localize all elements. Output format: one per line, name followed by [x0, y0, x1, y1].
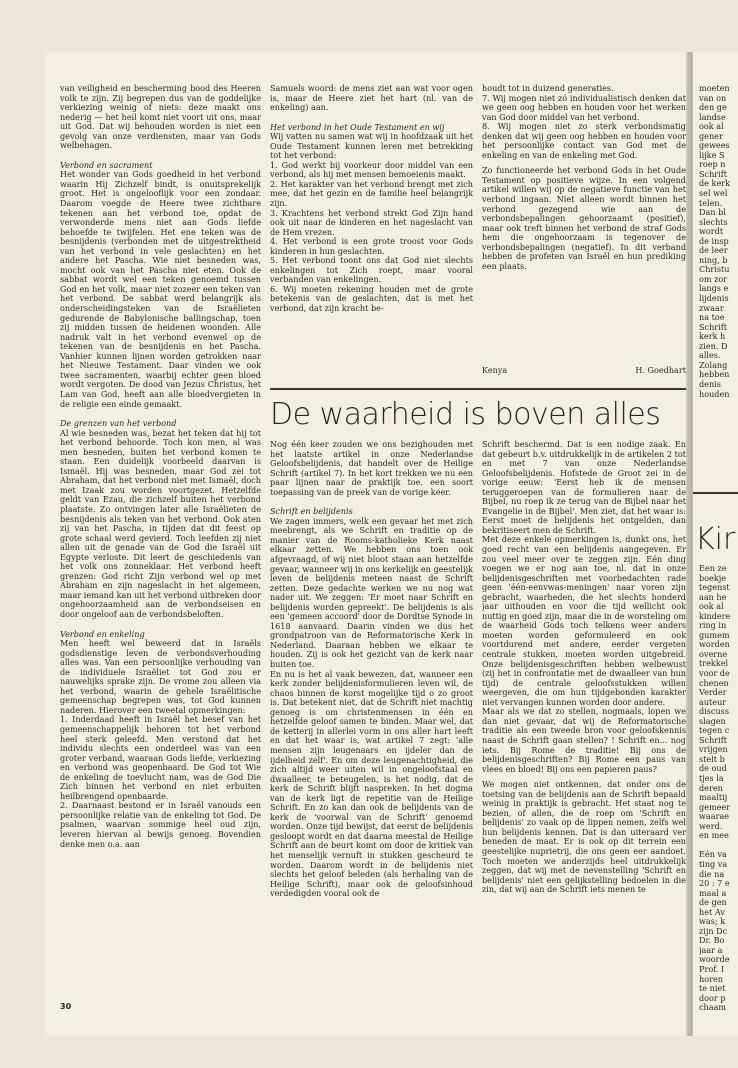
- next-page-line: Christu: [699, 264, 730, 275]
- next-page-line: gemeer: [699, 801, 731, 812]
- magazine-page: [46, 52, 690, 1036]
- next-page-line: landse: [699, 111, 726, 122]
- column-2: [270, 84, 473, 370]
- next-page-line: gumem: [699, 629, 730, 640]
- dateline-place: Kenya: [482, 365, 508, 375]
- next-page-line: aan he: [699, 591, 727, 602]
- next-page-line: van on: [699, 92, 727, 103]
- next-page-line: trekkel: [699, 658, 729, 669]
- article2-column-1: [270, 440, 473, 1022]
- next-page-line: slechts: [699, 216, 728, 227]
- next-page-line: overne: [699, 648, 728, 659]
- next-page-line: Verder: [699, 687, 727, 698]
- next-page-line: de insp: [699, 235, 729, 246]
- next-page-line: na toe: [699, 312, 725, 323]
- section-heading: Verbond en enkeling: [60, 628, 145, 639]
- next-page-line: sel wel: [699, 188, 728, 199]
- next-page-line: gener: [699, 130, 723, 141]
- list-item: 6. Wij moeten rekening houden met de grote betekenis van de geslachten, dat is met het verbond, dat zijn kracht be-: [270, 283, 473, 314]
- list-item: 3. Krachtens het verbond strekt God Zijn hand ook uit naar de kinderen en het nageslacht van de Hem vrezen.: [270, 207, 473, 237]
- next-page-line: Dan bl: [699, 207, 726, 218]
- next-page-line: zijn Dc: [699, 925, 728, 936]
- next-page-line: tegen c: [699, 725, 730, 736]
- next-page-line: de kerk: [699, 178, 731, 189]
- next-page-line: den ge: [699, 102, 727, 113]
- next-page-line: de leer: [699, 245, 728, 256]
- article-signoff: [482, 365, 686, 375]
- next-page-line: moeten: [699, 84, 730, 93]
- next-page-line: langs e: [699, 283, 729, 294]
- next-page-line: de gen: [699, 897, 727, 908]
- section-divider: [270, 388, 686, 390]
- next-page-line: jaar a: [699, 944, 723, 955]
- paragraph: Zo functioneerde het verbond Gods in het Oude Testament op positieve wijze. In een volgend artikel willen wij op de negatieve functie van het verbond ingaan. Niet alleen wordt binnen het verbond gezegend wie aan de verbondsbepalingen gehoorzaamt (positief), maar ook treft binnen het verbond de straf Gods hem die ongehoorzaam is tegenover de verbondsbepalingen (negatief). In dit verband hebben de profeten van Israël en hun prediking een plaats.: [482, 165, 686, 271]
- next-page-line: Schrift: [699, 321, 727, 332]
- next-page-line: wordt: [699, 226, 724, 237]
- next-page-line: zien. D: [699, 340, 728, 351]
- next-page-line: Zolang: [699, 359, 728, 370]
- next-page-line: lijdenis: [699, 293, 729, 304]
- paragraph: Wij vatten nu samen wat wij in hoofdzaak uit het Oude Testament kunnen leren met betrekking tot het verbond:: [270, 131, 473, 161]
- section-heading: De grenzen van het verbond: [60, 418, 177, 429]
- next-page-line: telen.: [699, 197, 723, 208]
- page-number: 30: [60, 1002, 72, 1011]
- column-1: [60, 84, 261, 1022]
- next-page-line: te niet: [699, 983, 726, 994]
- list-item: 2. Het karakter van het verbond brengt met zich mee, dat het gezin en de familie heel belangrijk zijn.: [270, 178, 473, 209]
- next-page-line: Schrift: [699, 168, 727, 179]
- article-intro: Nog één keer zouden we ons bezighouden met het laatste artikel in onze Nederlandse Geloofsbelijdenis, dat handelt over de Heilige Schrift (artikel 7). In het kort trekken we nu een paar lijnen naar de praktijk toe, een soort toepassing van de preek van de vorige keer.: [270, 440, 473, 497]
- author-name: H. Goedhart: [635, 365, 686, 375]
- next-page-line: chaam: [699, 1002, 727, 1013]
- next-page-line: Eén va: [699, 849, 727, 860]
- column-3: [482, 84, 686, 384]
- next-page-line: Prof. I: [699, 963, 725, 974]
- next-page-line: denis: [699, 378, 721, 389]
- next-page-line: tegenst: [699, 582, 730, 593]
- paragraph: 2. Daarnaast bestond er in Israël vanouds een persoonlijke relatie van de enkeling tot God. De psalmen, waarvan sommige heel oud zijn, leveren hiervan al bewijs genoeg. Bovendien denke men o.a. aan: [60, 800, 261, 849]
- next-page-divider: [693, 492, 738, 494]
- next-page-line: ting va: [699, 858, 728, 869]
- article-headline: De waarheid is boven alles: [270, 397, 661, 432]
- next-page-line: woorde: [699, 954, 730, 965]
- list-item: 1. God werkt bij voorkeur door middel van een verbond, als hij met mensen bemoeienis maakt.: [270, 159, 473, 180]
- next-page-line: worden: [699, 639, 730, 650]
- paragraph: van veiligheid en bescherming bood des Heeren volk te zijn. Zij begrepen dus van de goddelijke verkiezing weinig of niets: deze maakt ons nederig — het heil komt niet voort uit ons, maar uit God. Dat wij behouden worden is niet een gevolg van onze verdiensten, maar van Gods welbehagen.: [60, 84, 261, 151]
- paragraph: houdt tot in duizend generaties.: [482, 84, 614, 93]
- next-page-line: roep n: [699, 159, 726, 170]
- next-page-line: en mee: [699, 830, 729, 841]
- next-page-line: gewees: [699, 140, 730, 151]
- next-page-line: Schrift: [699, 734, 727, 745]
- paragraph: Het wonder van Gods goedheid in het verbond waarin Hij Zichzelf bindt, is onuitsprekelijk groot. Het is ongelooflijk voor een zondaar. Daarom voegde de Heere twee zichtbare tekenen aan het verbond toe, opdat de verwonderde mens niet aan Gods liefde behoefde te twijfelen. Het ene teken was de besnijdenis (verbonden met de uitgestrektheid van het verbond in vele geslachten) en het andere het Pascha. Wie niet besneden was, mocht ook van het Pascha niet eten. Ook de sabbat wordt wel een teken genoemd tussen God en het volk, maar niet zozeer een teken van het verbond. De sabbat werd belangrijk als onderscheidingsteken van de Israëlieten gedurende de Babylonische ballingschap, toen zij midden tussen de heidenen woonden. Alle nadruk valt in het verbond evenwel op de tekenen van de besnijdenis en het Pascha. Vanhier kunnen lijnen worden getrokken naar het Nieuwe Testament. Daar vinden we ook twee sacramenten, waarbij echter geen bloed wordt vergoten. De dood van Jezus Christus, het Lam van God, heeft aan alle bloedvergieten in de religie een einde gemaakt.: [60, 169, 261, 409]
- paragraph: En nu is het al vaak bewezen, dat, wanneer een kerk zonder belijdenisformulieren leven wil, de chaos binnen de korst mogelijke tijd o zo groot is. Dat betekent niet, dat de Schrift niet machtig genoeg is om christenmensen in één en hetzelfde geloof samen te binden. Maar wel, dat de ketterij in allerlei vorm in ons aller hart leeft en dat het waar is, wat artikel 7 zegt: 'alle mensen zijn leugenaars en ijdeler dan de ijdelheid zelf'. En om deze leugenachtigheid, die zich altijd weer uiten wil in ongeloofstaal en dwaalleer, te beteugelen, is het nodig, dat de kerk de Schrift blijft naspreken. In het dogma van de kerk ligt de repetitie van de Heilige Schrift. En zo kan dan ook de belijdenis van de kerk de 'voorwal van de Schrift' genoemd worden. Onze tijd bewijst, dat eerst de belijdenis gesloopt wordt en dat daarna meestal de Heilige Schrift aan de beurt komt om door de kritiek van het menselijk vernuft in stukken gescheurd te worden. Daarom wordt in de belijdenis niet slechts het geloof beleden (als herhaling van de Heilige Schrift), maar ook de geloofsinhoud verdedigden vooral ook de: [270, 668, 473, 899]
- section-heading: Verbond en sacrament: [60, 159, 153, 170]
- next-page-line: kerk h: [699, 331, 726, 342]
- next-page-headline: Kir: [695, 522, 736, 557]
- paragraph: Met deze enkele opmerkingen is, dunkt ons, het goed recht van een belijdenis aangegeven. Er zou veel meer over te zeggen zijn. Eén ding voegen we er nog aan toe, nl. dat in onze belijdenisgeschriften met voorbedachten rade geen 'één-eenvwas-meningen' naar voren zijn gebracht, waarheden, die het slechts honderd jaar uithouden en voor die tijd wellicht ook nuttig en goed zijn, maar die in de worsteling om de waarheid Gods toch telkens weer anders moeten worden geformuleerd en ook voortdurend met andere, eerder vergeten centrale stukken, moeten worden uitgebreid. Onze belijdenisgeschriften hebben welbewust (zij het in confrontatie met de dwaalleer van hun tijd) de centrale geloofsstukken willen weergeven, die om hun tijdgebonden karakter niet vervangen kunnen worden door andere.: [482, 534, 686, 707]
- next-page-line: discuss: [699, 706, 729, 717]
- next-page-line: tjes la: [699, 773, 724, 784]
- next-page-line: door p: [699, 992, 726, 1003]
- next-page-line: maal a: [699, 887, 727, 898]
- paragraph: Schrift beschermd. Dat is een nodige zaak. En dat gebeurt b.v. uitdrukkelijk in de artikelen 2 tot en met 7 van onze Nederlandse Geloofsbelijdenis. Hofstede de Groot zei in de vorige eeuw: 'Eerst heb ik de mensen teruggeroepen van de formulieren naar de Bijbel, nu roep ik ze terug van de Bijbel naar het Evangelie in de Bijbel'. Men ziet, dat het waar is: Eerst moet de belijdenis het ontgelden, dan bekritiseert men de Schrift.: [482, 440, 686, 535]
- section-heading: Schrift en belijdenis: [270, 506, 353, 517]
- next-page-line: vrijgen: [699, 744, 728, 755]
- list-item: 7. Wij mogen niet zó individualistisch denken dat we geen oog hebben en houden voor het werken van God door middel van het verbond.: [482, 92, 686, 122]
- next-page-line: ring in: [699, 620, 727, 631]
- next-page-line: de oud: [699, 763, 727, 774]
- paragraph: 1. Inderdaad heeft in Israël het besef van het gemeenschappelijk behoren tot het verbond heel sterk geleefd. Men verstond dat het individu slechts een onderdeel was van een groter verband, waaraan Gods liefde, verkiezing en verbond was geopenbaard. De God tot Wie de enkeling de toevlucht nam, was de God Die Zich binnen het verbond en niet erbuiten heilbrengend openbaarde.: [60, 714, 261, 801]
- next-page-line: Dr. Bo: [699, 935, 725, 946]
- paragraph: Maar als we dat zo stellen, nogmaals, lopen we dan niet gevaar, dat wij de Reformatorische traditie als een tweede bron voor geloofskennis naast de Schrift gaan stellen? ! Schrift en... nog iets. Bij Rome de traditie! Bij ons de belijdenisgeschriften? Bij Rome een paus van vlees en bloed! Bij ons een papieren paus?: [482, 706, 686, 774]
- next-page-line: het Av: [699, 906, 725, 917]
- next-page-line: chenen: [699, 677, 729, 688]
- paragraph: Men heeft wel beweerd dat in Israëls godsdienstige leven de verbondsverhouding alles was. Van een persoonlijke verhouding van de individuele Israëliet tot God zou er nauwelijks sprake zijn. De vrome zou alleen via het verbond, waarin de gehele Israëlitische gemeenschap begrepen was, tot God kunnen naderen. Hierover een tweetal opmerkingen:: [60, 638, 261, 715]
- next-page-line: auteur: [699, 696, 727, 707]
- next-page-line: ook al: [699, 121, 724, 132]
- next-page-edge: [693, 52, 738, 1036]
- next-page-line: waarae: [699, 811, 730, 822]
- next-page-line: maaltij: [699, 792, 728, 803]
- section-heading: Het verbond in het Oude Testament en wij: [270, 121, 445, 132]
- paragraph: We zagen immers, welk een gevaar het met zich meebrengt, als we Schrift en traditie op de manier van de Rooms-katholieke Kerk naast elkaar zetten. We hebben ons toen ook afgevraagd, of wij niet bloot staan aan hetzelfde gevaar, wanneer wij in ons kerkelijk en geestelijk leven de belijdenis meteen naast de Schrift zetten. Deze gedachte werken we nu nog wat nader uit. We zeggen: 'Er moet naar Schrift en belijdenis worden gepreekt'. De belijdenis is als een 'gemeen accoord' door de Dordtse Synode in 1618 aanvaard. Daarin vinden we dus het grondpatroon van de Reformatorische Kerk in Nederland. Daaraan hebben we elkaar te houden. Zij is ook het gezicht van de kerk naar buiten toe.: [270, 515, 473, 670]
- paragraph: We mogen niet ontkennen, dat onder ons de toetsing van de belijdenis aan de Schrift bepaald weinig in praktijk is gebracht. Het staat nog te bezien, of allen, die de roep om 'Schrift en belijdenis' zo vaak op de lippen nemen, zelfs wel hun belijdenis kennen. Dat is dan uiteraard ver beneden de maat. Er is ook op dit terrein een geestelijke nuprietrij, die ons geen eer aandoet. Toch moeten we anderzijds heel uitdrukkelijk zeggen, dat wij met de nevenstelling 'Schrift en belijdenis' niet een gelijkstelling bedoelen in die zin, dat wij aan de Schrift iets menen te: [482, 779, 686, 895]
- next-page-line: houden: [699, 388, 730, 399]
- next-page-line: alles.: [699, 350, 721, 361]
- list-item: 8. Wij mogen niet zo sterk verbondsmatig denken dat wij geen oog hebben en houden voor het persoonlijke contact van God met de enkeling en van de enkeling met God.: [482, 121, 686, 160]
- next-page-line: werd.: [699, 820, 723, 831]
- next-page-line: ook al: [699, 601, 724, 612]
- next-page-line: lijke S: [699, 149, 725, 160]
- paragraph: Al wie besneden was, bezat het teken dat hij tot het verbond behoorde. Toch kon men, al was men besneden, buiten het verbond komen te staan. Een duidelijk voorbeeld daarvan is Ismaël. Hij was besneden, maar God zei tot Abraham, dat het verbond niet met Ismaël, doch met Izaak zou worden voortgezet. Hetzelfde geldt van Ezau, die zichzelf buiten het verbond plaatste. Zo ontvingen later alle Israëlieten de besnijdenis als teken van het verbond. Ook aten zij van het Pascha, in tijden dat dit feest op grote schaal werd gevierd. Toch leefden zij niet allen uit de genade van de God die Israël uit Egypte verloste. Dit leert de geschiedenis van het volk ons zonneklaar. Het verbond heeft grenzen: God richt Zijn verbond wel op met Abraham en zijn nageslacht in het algemeen, maar iemand kan uit het verbond uitbreken door ongehoorzaamheid aan de verbondseisen en door ongeloof aan de verbondsbeloften.: [60, 427, 261, 619]
- next-page-line: horen: [699, 973, 723, 984]
- paragraph: Samuels woord: de mens ziet aan wat voor ogen is, maar de Heere ziet het hart (nl. van de enkeling) aan.: [270, 84, 473, 113]
- next-page-line: die na: [699, 868, 725, 879]
- next-page-line: voor de: [699, 668, 730, 679]
- article2-column-2: [482, 440, 686, 1022]
- next-page-column-bottom: [699, 564, 738, 1024]
- next-page-column-top: [699, 84, 738, 484]
- next-page-line: 20 : 7 e: [699, 878, 730, 889]
- next-page-line: om zor: [699, 273, 728, 284]
- next-page-line: ning, b: [699, 254, 728, 265]
- next-page-line: slagen: [699, 715, 726, 726]
- next-page-line: Een ze: [699, 564, 727, 573]
- next-page-line: was; k: [699, 916, 726, 927]
- list-item: 4. Het verbond is een grote troost voor Gods kinderen in hun geslachten.: [270, 236, 473, 256]
- list-item: 5. Het verbond toont ons dat God niet slechts enkelingen tot Zich roept, maar vooral verbanden van enkelingen.: [270, 255, 473, 285]
- next-page-line: stelt b: [699, 753, 725, 764]
- next-page-line: boekje: [699, 572, 727, 583]
- next-page-line: deren: [699, 782, 723, 793]
- next-page-line: zwaar: [699, 302, 724, 313]
- next-page-line: hebben: [699, 369, 730, 380]
- next-page-line: kindere: [699, 610, 731, 621]
